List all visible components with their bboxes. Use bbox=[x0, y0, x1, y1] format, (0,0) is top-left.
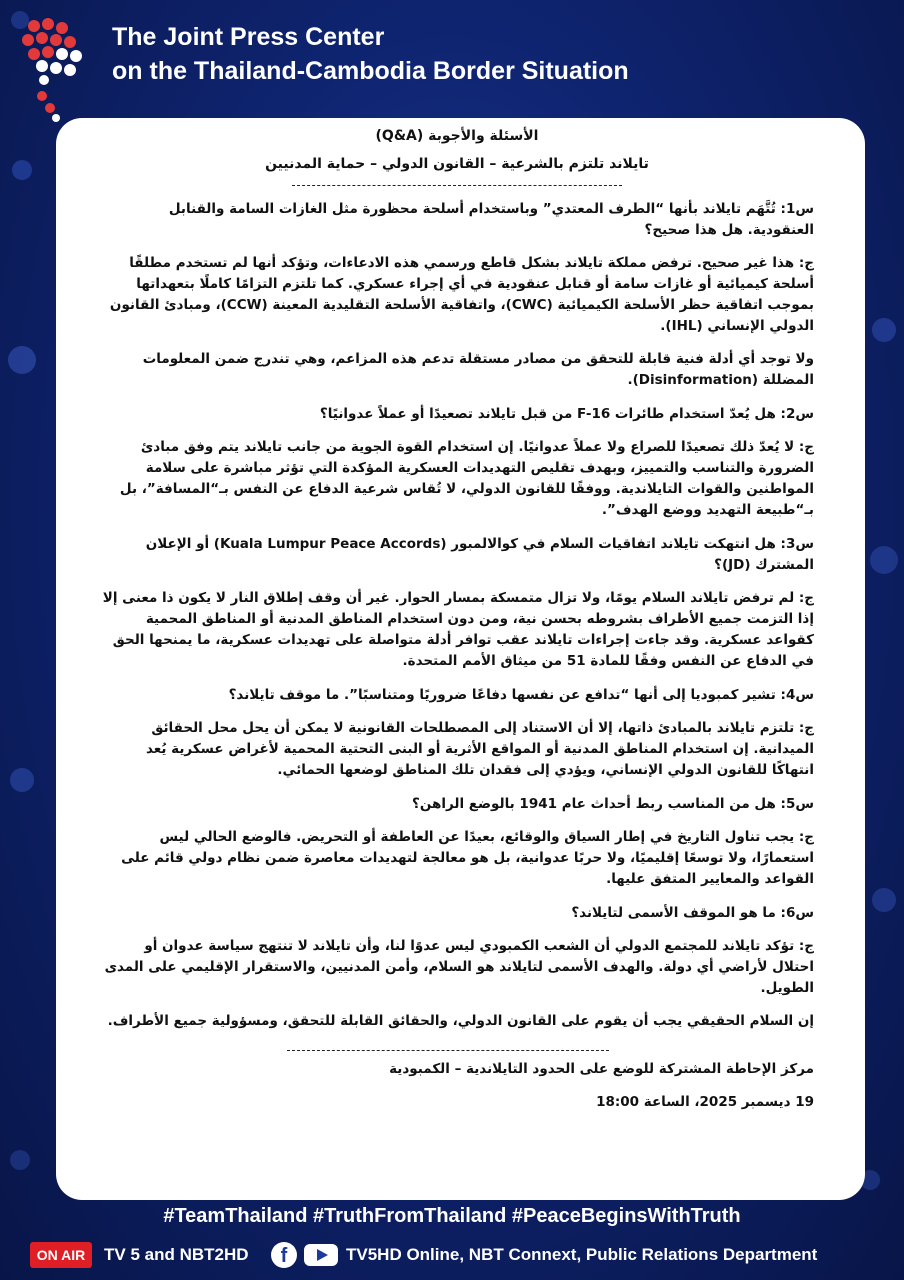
header bbox=[0, 0, 904, 118]
answer-6: ج: تؤكد تايلاند للمجتمع الدولي أن الشعب الكمبودي ليس عدوًا لنا، وأن تايلاند لا تنتهج سياسة عدوان أو احتلال لأراضي أي دولة. والهدف الأسمى لتايلاند هو السلام، وأمن المدنيين، والاستقرار الإقليمي على المدى الطويل. bbox=[104, 938, 814, 996]
question-3: س3: هل انتهكت تايلاند اتفاقيات السلام في كوالالمبور (Kuala Lumpur Peace Accords) أو الإعلان المشترك (JD)؟ bbox=[145, 536, 814, 573]
answer-1-continued: ولا توجد أي أدلة فنية قابلة للتحقق من مصادر مستقلة تدعم هذه المزاعم، وهي تندرج ضمن المعلومات المضللة (Disinformation). bbox=[142, 351, 814, 388]
title-line-2: on the Thailand-Cambodia Border Situation bbox=[112, 57, 629, 85]
doc-subtitle: تايلاند تلتزم بالشرعية – القانون الدولي – حماية المدنيين bbox=[265, 156, 649, 172]
question-5: س5: هل من المناسب ربط أحداث عام 1941 بالوضع الراهن؟ bbox=[412, 796, 814, 812]
on-air-badge: ON AIR bbox=[30, 1242, 92, 1268]
footer-organization: مركز الإحاطة المشتركة للوضع على الحدود التايلاندية – الكمبودية bbox=[389, 1061, 814, 1077]
answer-6-continued: إن السلام الحقيقي يجب أن يقوم على القانون الدولي، والحقائق القابلة للتحقق، ومسؤولية جميع الأطراف. bbox=[107, 1013, 814, 1029]
broadcast-bar bbox=[0, 1238, 904, 1272]
question-6: س6: ما هو الموقف الأسمى لتايلاند؟ bbox=[571, 905, 814, 921]
platforms-text: TV5HD Online, NBT Connext, Public Relations Department bbox=[346, 1245, 818, 1264]
answer-1: ج: هذا غير صحيح. ترفض مملكة تايلاند بشكل قاطع ورسمي هذه الادعاءات، وتؤكد أنها لم تستخدم مطلقًا أسلحة كيميائية أو غازات سامة أو قنابل عنقودية في أي إجراء عسكري. كما تلتزم التزامًا كاملًا بتعهداتها بموجب اتفاقية حظر الأسلحة الكيميائية (CWC)، واتفاقية الأسلحة التقليدية المعينة (CCW)، ومبادئ القانون الدولي الإنساني (IHL). bbox=[109, 255, 814, 334]
separator bbox=[292, 185, 622, 186]
channels-text: TV 5 and NBT2HD bbox=[104, 1245, 249, 1264]
end-separator bbox=[287, 1050, 609, 1051]
youtube-icon bbox=[304, 1244, 338, 1266]
answer-4: ج: تلتزم تايلاند بالمبادئ ذاتها، إلا أن الاستناد إلى المصطلحات القانونية لا يمكن أن يحل محل الحقائق الميدانية. إن استخدام المناطق المدنية أو المواقع الأثرية أو البنى التحتية المحمية لأغراض عسكرية يُعد انتهاكًا للقانون الدولي الإنساني، ويؤدي إلى فقدان تلك المناطق لوضعها الحمائي. bbox=[145, 720, 814, 778]
answer-2: ج: لا يُعدّ ذلك تصعيدًا للصراع ولا عملاً عدوانيًا. إن استخدام القوة الجوية من جانب تايلاند يتم وفق مبادئ الضرورة والتناسب والتمييز، وبهدف تقليص التهديدات العسكرية المؤكدة التي تؤثر مباشرة على سلامة المواطنين والقوات التايلاندية. ووفقًا للقانون الدولي، لا تُقاس شرعية الدفاع عن النفس بـ“المسافة”، بل بـ“طبيعة التهديد ووضع الهدف”. bbox=[119, 439, 814, 518]
facebook-icon: f bbox=[271, 1242, 297, 1268]
press-center-title bbox=[112, 20, 629, 88]
question-1: س1: تُتَّهَم تايلاند بأنها “الطرف المعتدي” وباستخدام أسلحة محظورة مثل الغازات السامة والقنابل العنقودية. هل هذا صحيح؟ bbox=[168, 201, 814, 238]
thailand-map-logo-icon bbox=[14, 12, 104, 122]
doc-title: الأسئلة والأجوبة (Q&A) bbox=[375, 128, 539, 144]
answer-5: ج: يجب تناول التاريخ في إطار السياق والوقائع، بعيدًا عن العاطفة أو التحريض. فالوضع الحالي ليس استعمارًا، ولا توسعًا إقليميًا، ولا حربًا عدوانية، بل هو معالجة لتهديدات معاصرة ضمن نظام دولي قائم على القواعد والمعايير المتفق عليها. bbox=[121, 829, 814, 887]
document-content bbox=[100, 126, 814, 1113]
question-4: س4: تشير كمبوديا إلى أنها “تدافع عن نفسها دفاعًا ضروريًا ومتناسبًا”. ما موقف تايلاند؟ bbox=[228, 687, 814, 703]
hashtags: #TeamThailand #TruthFromThailand #PeaceBeginsWithTruth bbox=[163, 1205, 741, 1227]
footer-date: 19 ديسمبر 2025، الساعة 18:00 bbox=[596, 1094, 814, 1110]
title-line-1: The Joint Press Center bbox=[112, 23, 385, 51]
answer-3: ج: لم ترفض تايلاند السلام يومًا، ولا تزال متمسكة بمسار الحوار. غير أن وقف إطلاق النار لا يكون ذا معنى إلا إذا التزمت جميع الأطراف بشروطه بحسن نية، ومن دون استخدام المناطق المدنية أو المناطق المحمية كقواعد عسكرية. وقد جاءت إجراءات تايلاند عقب توافر أدلة متواصلة على تهديدات عسكرية، ما يمنحها الحق في الدفاع عن النفس وفقًا للمادة 51 من ميثاق الأمم المتحدة. bbox=[102, 590, 814, 669]
question-2: س2: هل يُعدّ استخدام طائرات F-16 من قبل تايلاند تصعيدًا أو عملاً عدوانيًا؟ bbox=[319, 406, 814, 422]
